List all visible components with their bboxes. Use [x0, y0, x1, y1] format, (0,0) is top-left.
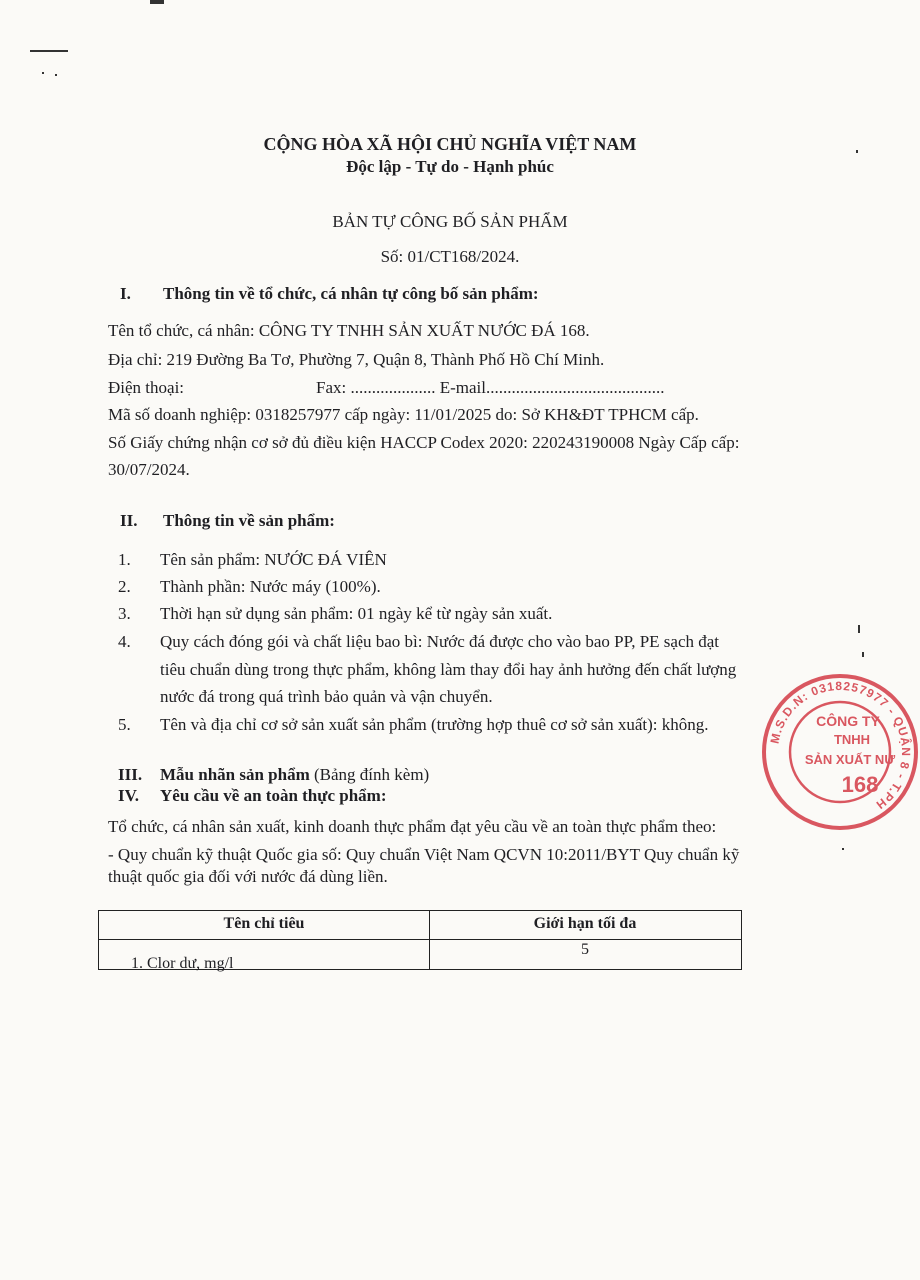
- list-item-number: 3.: [118, 604, 131, 623]
- section-2-heading: Thông tin về sản phẩm:: [163, 511, 335, 530]
- product-packaging-line1: Quy cách đóng gói và chất liệu bao bì: Nước đá được cho vào bao PP, PE sạch đạt: [160, 632, 720, 651]
- org-address: Địa chỉ: 219 Đường Ba Tơ, Phường 7, Quận 8, Thành Phố Hồ Chí Minh.: [108, 350, 605, 369]
- scan-speck: [862, 652, 864, 657]
- document-number: Số: 01/CT168/2024.: [380, 247, 520, 266]
- org-name: Tên tổ chức, cá nhân: CÔNG TY TNHH SẢN XUẤT NƯỚC ĐÁ 168.: [108, 321, 590, 340]
- national-title: CỘNG HÒA XÃ HỘI CHỦ NGHĨA VIỆT NAM: [263, 134, 637, 154]
- org-fax-email: Fax: .................... E-mail..........................................: [316, 378, 665, 397]
- product-name: Tên sản phẩm: NƯỚC ĐÁ VIÊN: [160, 550, 387, 569]
- seal-line-2: TNHH: [833, 732, 871, 747]
- section-3-note: (Bảng đính kèm): [314, 765, 430, 784]
- list-item-number: 4.: [118, 632, 131, 651]
- national-motto: Độc lập - Tự do - Hạnh phúc: [346, 157, 554, 176]
- scan-mark-top-left: [30, 50, 68, 52]
- seal-line-3: SẢN XUẤT NƯ: [804, 752, 896, 767]
- document-title: BẢN TỰ CÔNG BỐ SẢN PHẨM: [332, 212, 568, 231]
- table-header-name: Tên chỉ tiêu: [223, 915, 305, 932]
- product-packaging-line2: tiêu chuẩn dùng trong thực phẩm, không làm thay đổi hay ảnh hưởng đến chất lượng: [160, 660, 737, 679]
- seal-ring-text: M.S.D.N: 0318257977 - QUẬN 8 - T.PH: [767, 678, 914, 813]
- section-4-numeral: IV.: [118, 786, 139, 805]
- seal-line-4: 168: [841, 772, 879, 797]
- table-header-limit: Giới hạn tối đa: [533, 915, 637, 932]
- section-1-numeral: I.: [120, 284, 131, 303]
- limits-table: [98, 910, 742, 970]
- safety-standard-line2: thuật quốc gia đối với nước đá dùng liền.: [108, 867, 388, 886]
- list-item-number: 1.: [118, 550, 131, 569]
- scan-speck: [42, 72, 44, 74]
- product-manufacturer: Tên và địa chỉ cơ sở sản xuất sản phẩm (trường hợp thuê cơ sở sản xuất): không.: [160, 715, 709, 734]
- list-item-number: 5.: [118, 715, 131, 734]
- table-row-divider: [99, 939, 741, 940]
- seal-line-1: CÔNG TY: [816, 713, 880, 729]
- list-item-number: 2.: [118, 577, 131, 596]
- product-shelf-life: Thời hạn sử dụng sản phẩm: 01 ngày kể từ ngày sản xuất.: [160, 604, 553, 623]
- section-3-numeral: III.: [118, 765, 143, 784]
- safety-standard-line1: - Quy chuẩn kỹ thuật Quốc gia số: Quy chuẩn Việt Nam QCVN 10:2011/BYT Quy chuẩn kỹ: [108, 845, 740, 864]
- table-cell-limit: 5: [581, 941, 589, 958]
- org-haccp-line1: Số Giấy chứng nhận cơ sở đủ điều kiện HACCP Codex 2020: 220243190008 Ngày Cấp cấp:: [108, 433, 740, 452]
- org-haccp-line2: 30/07/2024.: [108, 460, 190, 479]
- table-cell-name: 1. Clor dư, mg/l: [131, 955, 234, 972]
- scan-mark-top: [150, 0, 164, 4]
- section-3-heading: Mẫu nhãn sản phẩm: [160, 765, 310, 784]
- product-ingredients: Thành phần: Nước máy (100%).: [160, 577, 381, 596]
- org-phone-label: Điện thoại:: [108, 378, 185, 397]
- product-packaging-line3: nước đá trong quá trình bảo quản và vận chuyển.: [160, 687, 493, 706]
- scan-speck: [55, 74, 57, 76]
- section-1-heading: Thông tin về tổ chức, cá nhân tự công bố sản phẩm:: [163, 284, 539, 303]
- org-business-code: Mã số doanh nghiệp: 0318257977 cấp ngày: 11/01/2025 do: Sở KH&ĐT TPHCM cấp.: [108, 405, 699, 424]
- scan-speck: [858, 625, 860, 633]
- section-4-heading: Yêu cầu về an toàn thực phẩm:: [160, 786, 387, 805]
- company-seal: [760, 672, 920, 832]
- section-2-numeral: II.: [120, 511, 138, 530]
- section-3-heading-wrap: [160, 765, 429, 785]
- safety-intro: Tổ chức, cá nhân sản xuất, kinh doanh thực phẩm đạt yêu cầu về an toàn thực phẩm theo:: [108, 817, 717, 836]
- scan-speck: [842, 848, 844, 850]
